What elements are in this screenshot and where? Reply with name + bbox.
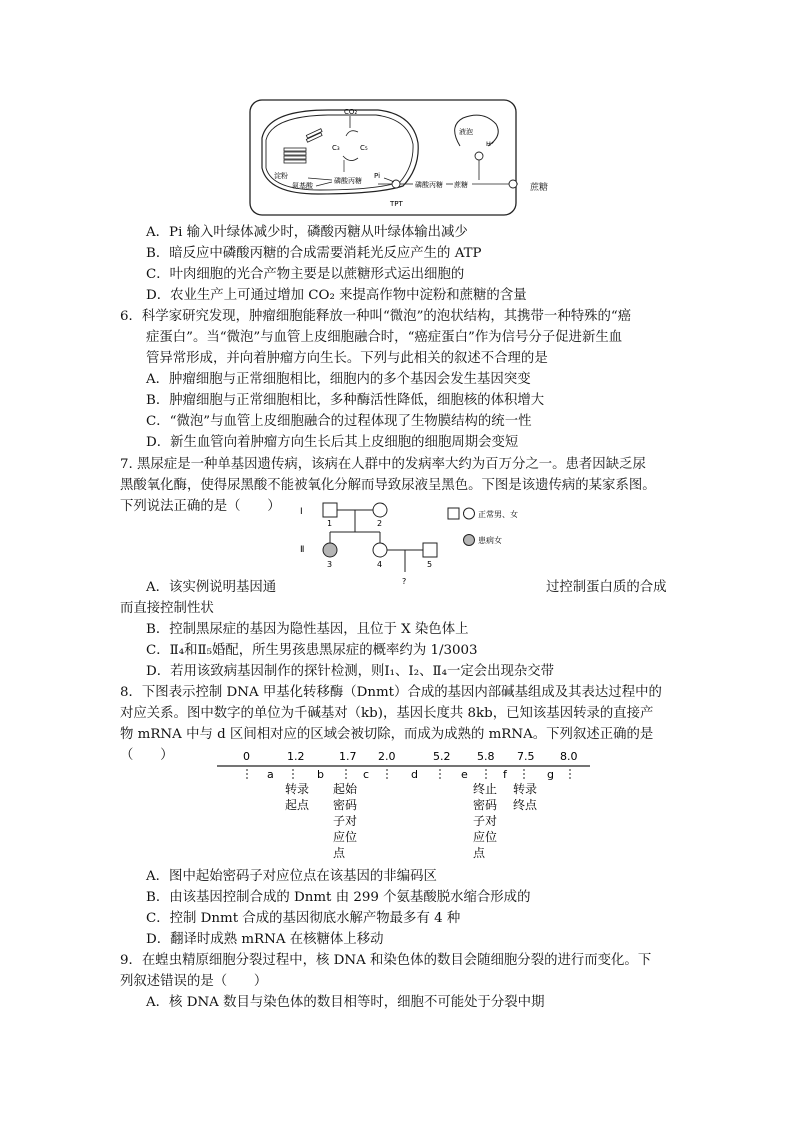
- q8-stem-3: 物 mRNA 中与 d 区间相对应的区域会被切除，而成为成熟的 mRNA。下列叙述正确的是: [120, 727, 654, 742]
- triose-out-label: 磷酸丙糖: [415, 181, 443, 189]
- tick-6: 7.5: [517, 750, 535, 763]
- label-transcription-end-1: 转录: [513, 782, 538, 796]
- individual-ii4-female: [373, 543, 387, 557]
- vacuole-label: 液泡: [459, 128, 473, 136]
- label-stop-codon-3: 子对: [473, 814, 498, 828]
- q7-option-a-cont: 而直接控制性状: [120, 601, 214, 616]
- q8-option-d: D．翻译时成熟 mRNA 在核糖体上移动: [146, 932, 384, 947]
- q7-stem-3: 下列说法正确的是（ ）: [120, 499, 281, 514]
- q6-stem-1: 6．科学家研究发现，肿瘤细胞能释放一种叫“微泡”的泡状结构，其携带一种特殊的“癌: [120, 309, 632, 324]
- generation-i-label: I: [300, 507, 303, 517]
- tick-7: 8.0: [560, 750, 578, 763]
- photosynthesis-diagram: [248, 98, 518, 218]
- vacuole-pump-icon: [475, 152, 483, 160]
- q8-option-b: B．由该基因控制合成的 Dnmt 由 299 个氨基酸脱水缩合形成的: [146, 890, 531, 905]
- legend-affected-female-icon: [464, 535, 475, 546]
- region-a: a: [267, 768, 274, 781]
- q5-option-c: C．叶肉细胞的光合产物主要是以蔗糖形式运出细胞的: [146, 267, 465, 282]
- q7-stem-1: 7. 黑尿症是一种单基因遗传病，该病在人群中的发病率大约为百万分之一。患者因缺乏尿: [120, 457, 646, 472]
- label-transcription-end-2: 终点: [513, 798, 538, 812]
- region-f: f: [503, 768, 507, 781]
- legend-affected-label: 患病女: [478, 536, 502, 545]
- sucrose-label-1: 蔗糖: [454, 181, 468, 189]
- label-start-codon-3: 子对: [333, 814, 358, 828]
- q7-stem-2: 黑酸氧化酶，使得尿黑酸不能被氧化分解而导致尿液呈黑色。下图是该遗传病的某家系图。: [120, 478, 656, 493]
- tpt-transporter-icon: [392, 180, 400, 188]
- label-transcription-start-2: 起点: [285, 798, 310, 812]
- c3-label: C₃: [332, 144, 340, 152]
- q7-option-a-right: 过控制蛋白质的合成: [546, 580, 667, 595]
- q6-stem-3: 管异常形成，并向着肿瘤方向生长。下列与此相关的叙述不合理的是: [146, 351, 548, 366]
- q7-option-a-left: A．该实例说明基因通: [146, 580, 277, 595]
- q7-option-c: C．Ⅱ₄和Ⅱ₅婚配，所生男孩患黑尿症的概率约为 1/3003: [146, 643, 478, 658]
- label-stop-codon-1: 终止: [473, 782, 498, 796]
- q7-option-d: D．若用该致病基因制作的探针检测，则Ⅰ₁、Ⅰ₂、Ⅱ₄一定会出现杂交带: [146, 664, 555, 679]
- amino-label: 氨基酸: [292, 182, 313, 190]
- region-c: c: [363, 768, 370, 781]
- tick-2: 1.7: [339, 750, 357, 763]
- tick-3: 2.0: [378, 750, 396, 763]
- gene-structure-diagram: [215, 745, 595, 865]
- grana-icon: [284, 129, 322, 163]
- sucrose-out-label: 蔗糖: [530, 183, 549, 193]
- num-3: 3: [327, 560, 333, 569]
- q6-option-d: D．新生血管向着肿瘤方向生长后其上皮细胞的细胞周期会变短: [146, 435, 519, 450]
- region-b: b: [317, 768, 324, 781]
- q6-option-b: B．肿瘤细胞与正常细胞相比，多种酶活性降低，细胞核的体积增大: [146, 393, 545, 408]
- num-5: 5: [427, 560, 433, 569]
- q8-stem-1: 8．下图表示控制 DNA 甲基化转移酶（Dnmt）合成的基因内部碱基组成及其表达过程中的: [120, 685, 662, 700]
- pedigree-chart: [290, 500, 570, 590]
- individual-ii3-affected-female: [323, 543, 337, 557]
- pi-label: Pi: [374, 172, 381, 180]
- q8-stem-2: 对应关系。图中数字的单位为千碱基对（kb)，基因长度共 8kb，已知该基因转录的直接产: [120, 706, 654, 721]
- label-stop-codon-4: 应位: [473, 830, 498, 844]
- num-1: 1: [327, 519, 333, 528]
- region-d: d: [411, 768, 418, 781]
- generation-ii-label: Ⅱ: [300, 545, 305, 555]
- c5-label: C₅: [360, 144, 368, 152]
- q6-option-c: C．“微泡”与血管上皮细胞融合的过程体现了生物膜结构的统一性: [146, 414, 532, 429]
- q8-stem-4: （ ）: [120, 748, 174, 763]
- q6-option-a: A．肿瘤细胞与正常细胞相比，细胞内的多个基因会发生基因突变: [146, 372, 531, 387]
- starch-label: 淀粉: [274, 172, 288, 180]
- legend-normal-female-icon: [464, 508, 475, 519]
- q9-stem-2: 列叙述错误的是（ ）: [120, 974, 268, 989]
- co2-label: CO₂: [344, 108, 358, 116]
- label-start-codon-2: 密码: [333, 798, 358, 812]
- q6-stem-2: 症蛋白”。当“微泡”与血管上皮细胞融合时，“癌症蛋白”作为信号分子促进新生血: [146, 330, 623, 345]
- q8-option-a: A．图中起始密码子对应位点在该基因的非编码区: [146, 869, 437, 884]
- region-g: g: [547, 768, 554, 781]
- label-start-codon-4: 应位: [333, 830, 358, 844]
- q8-option-c: C．控制 Dnmt 合成的基因彻底水解产物最多有 4 种: [146, 911, 461, 926]
- unknown-offspring: ?: [402, 577, 407, 586]
- individual-i2-female: [373, 503, 387, 517]
- q7-option-b: B．控制黑尿症的基因为隐性基因，且位于 X 染色体上: [146, 622, 469, 637]
- legend-normal-label: 正常男、女: [478, 510, 518, 519]
- tick-4: 5.2: [433, 750, 451, 763]
- region-e: e: [461, 768, 468, 781]
- num-2: 2: [377, 519, 383, 528]
- individual-i1-male: [323, 503, 337, 517]
- individual-ii5-male: [423, 543, 437, 557]
- label-stop-codon-2: 密码: [473, 798, 498, 812]
- q9-stem-1: 9．在蝗虫精原细胞分裂过程中，核 DNA 和染色体的数目会随细胞分裂的进行而变化。下: [120, 953, 652, 968]
- label-stop-codon-5: 点: [473, 846, 486, 860]
- label-start-codon-5: 点: [333, 846, 346, 860]
- tick-1: 1.2: [287, 750, 305, 763]
- tick-0: 0: [243, 750, 250, 763]
- legend-normal-male-icon: [448, 508, 459, 519]
- q5-option-a: A．Pi 输入叶绿体减少时，磷酸丙糖从叶绿体输出减少: [146, 225, 468, 240]
- label-transcription-start-1: 转录: [285, 782, 310, 796]
- hplus-label: H⁺: [486, 140, 495, 148]
- num-4: 4: [377, 560, 383, 569]
- triose-in-label: 磷酸丙糖: [334, 177, 362, 185]
- membrane-transporter-icon: [509, 180, 517, 188]
- label-start-codon-1: 起始: [333, 782, 358, 796]
- q5-option-b: B．暗反应中磷酸丙糖的合成需要消耗光反应产生的 ATP: [146, 246, 482, 261]
- q9-option-a: A．核 DNA 数目与染色体的数目相等时，细胞不可能处于分裂中期: [146, 995, 545, 1010]
- tpt-label: TPT: [390, 200, 403, 208]
- tick-5: 5.8: [477, 750, 495, 763]
- q5-option-d: D．农业生产上可通过增加 CO₂ 来提高作物中淀粉和蔗糖的含量: [146, 288, 527, 303]
